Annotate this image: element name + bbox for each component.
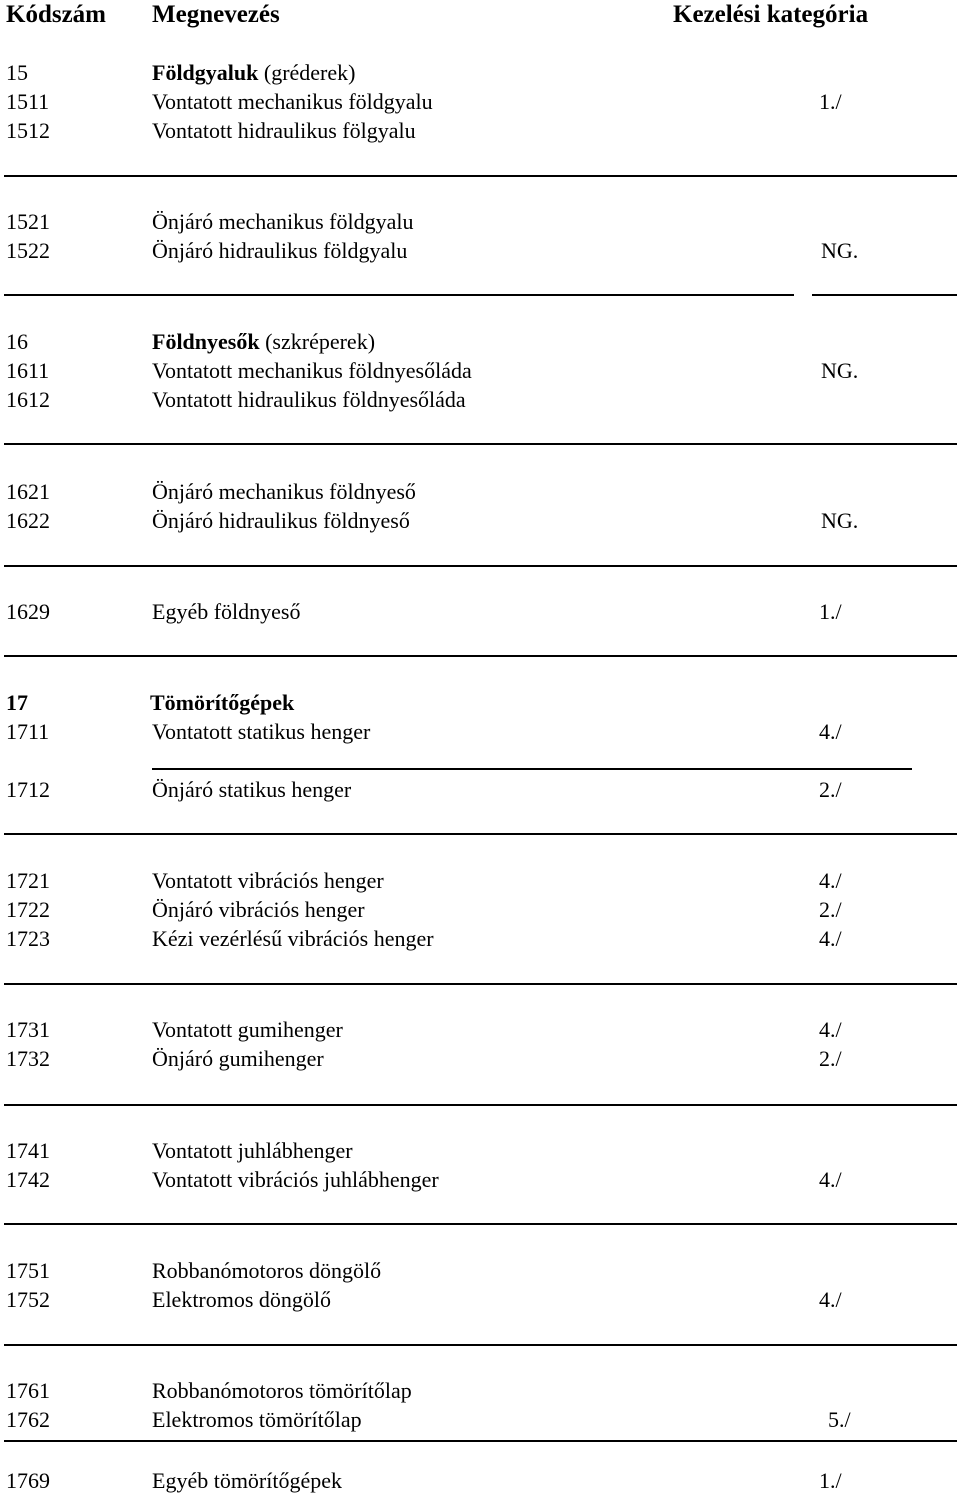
row-category: 2./ [819,777,842,802]
table-row [0,1466,960,1495]
divider [4,443,957,445]
divider [152,768,912,770]
row-name: Vontatott statikus henger [152,719,371,744]
row-category: 1./ [819,89,842,114]
table-row [0,924,960,953]
divider [4,1344,957,1346]
row-name: Robbanómotoros döngölő [152,1258,382,1283]
table-row [0,1256,960,1285]
table-row [0,356,960,385]
row-category: NG. [821,508,859,533]
row-name: Egyéb földnyeső [152,599,301,624]
row-code: 1722 [6,897,50,922]
row-code: 1741 [6,1138,50,1163]
row-category: 4./ [819,1017,842,1042]
row-category: 4./ [819,1287,842,1312]
row-name: Önjáró mechanikus földnyeső [152,479,416,504]
divider [4,655,957,657]
row-name: Vontatott mechanikus földgyalu [152,89,433,114]
table-row [0,1015,960,1044]
row-code: 1629 [6,599,50,624]
table-row [0,207,960,236]
table-row [0,236,960,265]
table-row [0,87,960,116]
table-row [0,775,960,804]
row-name: Vontatott hidraulikus földnyesőláda [152,387,466,412]
row-name: Vontatott vibrációs juhlábhenger [152,1167,439,1192]
row-name: Vontatott juhlábhenger [152,1138,353,1163]
row-code: 1521 [6,209,50,234]
row-code: 1742 [6,1167,50,1192]
row-name: Robbanómotoros tömörítőlap [152,1378,412,1403]
row-category: NG. [821,358,859,383]
row-category: 4./ [819,926,842,951]
table-row [0,597,960,626]
row-code: 1621 [6,479,50,504]
row-name-suffix: (szkréperek) [259,329,376,354]
row-name-bold: Földgyaluk [152,60,259,85]
row-name: Önjáró statikus henger [152,777,352,802]
header-code: Kódszám [6,1,106,28]
table-row [0,1285,960,1314]
table-row [0,866,960,895]
row-code: 1611 [6,358,50,383]
row-code: 1731 [6,1017,50,1042]
row-code: 1522 [6,238,50,263]
table-row [0,1136,960,1165]
row-name: Önjáró gumihenger [152,1046,324,1071]
table-row [0,1405,960,1434]
row-code: 1511 [6,89,50,114]
row-code: 16 [6,329,28,354]
row-name: Vontatott gumihenger [152,1017,343,1042]
row-name-bold: Földnyesők [152,329,260,354]
row-name: Önjáró vibrációs henger [152,897,365,922]
row-category: 2./ [819,1046,842,1071]
header-category: Kezelési kategória [673,1,869,28]
table-row [0,116,960,145]
row-category: 4./ [819,1167,842,1192]
row-name [152,58,355,87]
row-code: 1732 [6,1046,50,1071]
row-name: Vontatott mechanikus földnyesőláda [152,358,472,383]
table-row [0,477,960,506]
row-code: 1711 [6,719,50,744]
divider [4,1440,957,1442]
table-row [0,688,960,717]
row-code: 1769 [6,1468,50,1493]
row-category: 4./ [819,719,842,744]
table-row [0,717,960,746]
row-code: 1612 [6,387,50,412]
divider [4,833,957,835]
row-name: Vontatott hidraulikus fölgyalu [152,118,416,143]
table-row [0,58,960,87]
row-name: Önjáró hidraulikus földnyeső [152,508,410,533]
row-code: 1761 [6,1378,50,1403]
divider [4,983,957,985]
row-name: Kézi vezérlésű vibrációs henger [152,926,434,951]
row-name: Önjáró hidraulikus földgyalu [152,238,408,263]
table-row [0,1376,960,1405]
row-category: 4./ [819,868,842,893]
table-row [0,506,960,535]
table-row [0,385,960,414]
divider [4,1223,957,1225]
row-code: 1712 [6,777,50,802]
table-row [0,1165,960,1194]
row-name: Elektromos tömörítőlap [152,1407,362,1432]
divider [4,175,957,177]
row-code: 1622 [6,508,50,533]
row-code: 1721 [6,868,50,893]
divider [4,565,957,567]
table-row [0,895,960,924]
divider [4,1104,957,1106]
row-code: 1723 [6,926,50,951]
row-category: 1./ [819,1468,842,1493]
row-code: 1752 [6,1287,50,1312]
row-category: 2./ [819,897,842,922]
row-name: Vontatott vibrációs henger [152,868,384,893]
table-row [0,327,960,356]
row-code: 17 [6,690,28,715]
row-code: 1512 [6,118,50,143]
row-name [152,327,375,356]
row-code: 15 [6,60,28,85]
row-name-suffix: (gréderek) [258,60,356,85]
row-name: Tömörítőgépek [150,690,295,715]
divider [4,294,957,296]
row-code: 1751 [6,1258,50,1283]
row-category: NG. [821,238,859,263]
row-code: 1762 [6,1407,50,1432]
row-name: Egyéb tömörítőgépek [152,1468,343,1493]
row-name: Önjáró mechanikus földgyalu [152,209,414,234]
header-name: Megnevezés [152,1,280,28]
row-category: 1./ [819,599,842,624]
row-name: Elektromos döngölő [152,1287,332,1312]
row-category: 5./ [828,1407,851,1432]
table-row [0,1044,960,1073]
